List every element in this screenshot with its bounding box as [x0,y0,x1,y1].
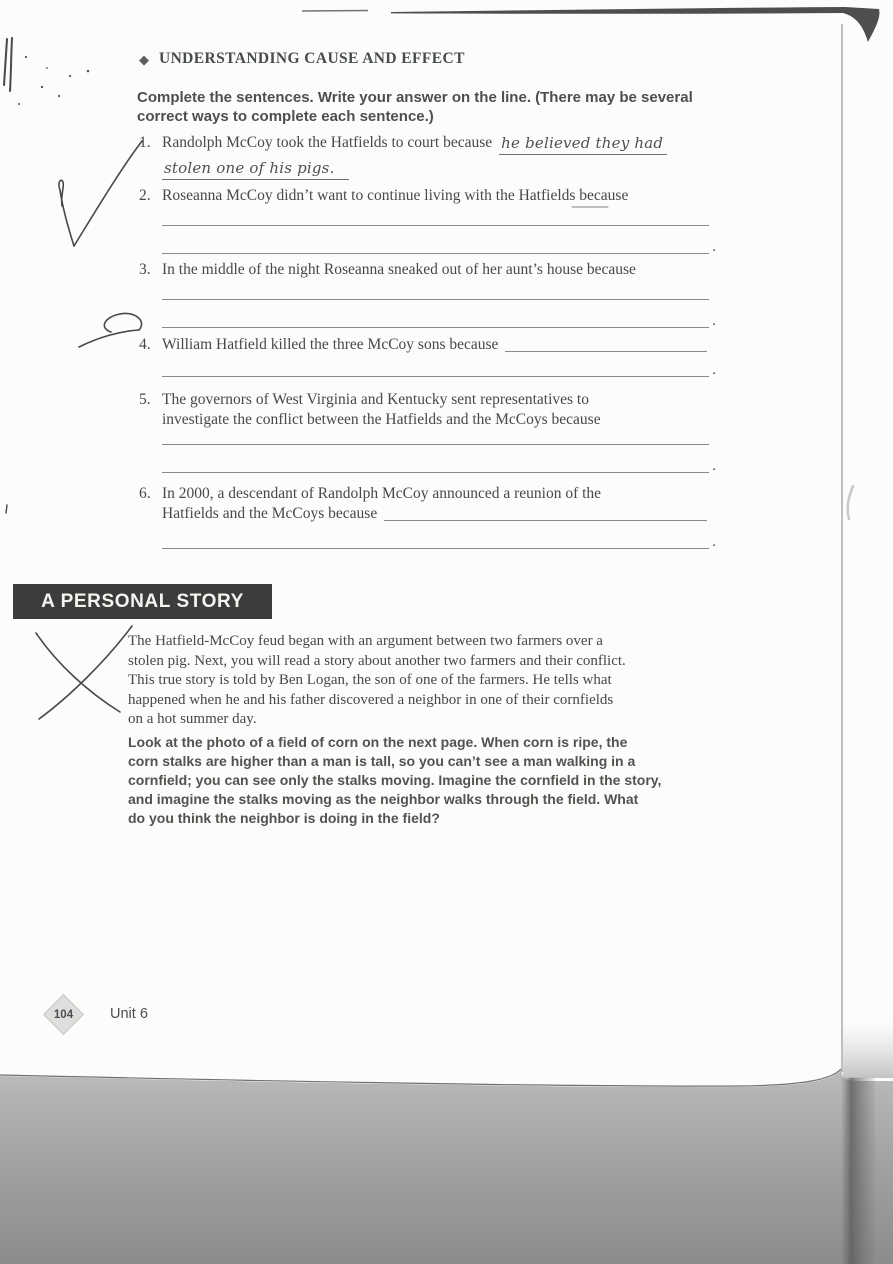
story-line: This true story is told by Ben Logan, the son of one of the farmers. He tells what [128,672,612,688]
exercise-item-5 [139,390,716,474]
scan-speck [58,95,60,97]
diamond-bullet-icon: ◆ [139,51,149,67]
instructions-line: Complete the sentences. Write your answer on the line. (There may be several [137,89,693,106]
item-text: Hatfields and the McCoys because [162,505,378,522]
scan-edge-shadow-band [841,1077,875,1264]
page-number-diamond [43,994,84,1035]
answer-blank-line [162,524,716,550]
prompt-line: corn stalks are higher than a man is tall, so you can’t see a man walking in a [128,753,636,769]
prompt-line: cornfield; you can see only the stalks moving. Imagine the cornfield in the story, [128,772,662,788]
item-text: investigate the conflict between the Hatfields and the McCoys because [162,411,601,428]
inline-blank-line [384,504,707,521]
scan-top-edge-wedge [391,7,879,42]
section-title: UNDERSTANDING CAUSE AND EFFECT [159,50,465,67]
prompt-line: Look at the photo of a field of corn on the next page. When corn is ripe, the [128,734,628,750]
photo-prompt-paragraph [128,733,661,828]
scan-speck [87,70,90,73]
instructions-line: correct ways to complete each sentence.) [137,108,434,125]
answer-blank-line [162,280,709,300]
answer-blank-line [162,445,716,474]
blank-period: . [712,534,716,550]
answer-blank-line [162,430,709,445]
item-text: In 2000, a descendant of Randolph McCoy announced a reunion of the [162,485,602,502]
answer-blank-line [162,206,709,226]
blank-period: . [712,239,716,255]
pen-loop-item4 [104,313,141,332]
scan-specks [18,56,89,105]
story-paragraph [128,632,626,730]
scan-speck [18,103,20,105]
scan-page-curl-shade [843,1022,893,1078]
exercise-item-2 [139,186,716,255]
personal-story-banner: A PERSONAL STORY [13,584,272,619]
answer-blank-line [162,226,716,255]
inline-blank-line [505,335,707,352]
pen-checkmark-item1 [74,141,142,246]
prompt-line: and imagine the stalks moving as the neighbor walks through the field. What [128,791,639,807]
item-number: 2. [139,187,151,204]
blank-period: . [712,362,716,378]
pen-x-mark [36,633,120,712]
answer-blank-line [162,355,716,378]
exercise-item-4 [139,335,716,378]
pen-x-mark [39,626,132,719]
item-text: The governors of West Virginia and Kentucky sent representatives to [162,391,589,408]
pen-checkmark-loop [59,180,63,206]
story-line: stolen pig. Next, you will read a story about another two farmers and their conflict. [128,652,626,669]
exercise-item-3 [139,260,716,329]
scan-speck [46,67,48,69]
handwritten-answer-line1: he believed they had [499,133,667,155]
item-number: 4. [139,336,151,353]
pen-margin-stroke [10,38,12,91]
prompt-line: do you think the neighbor is doing in the field? [128,810,440,826]
blank-period: . [712,313,716,329]
item-text: Roseanna McCoy didn’t want to continue living with the Hatfields because [162,187,629,204]
story-line: happened when he and his father discovered a neighbor in one of their cornfields [128,691,614,708]
exercise-item-1 [139,133,709,180]
item-number: 3. [139,261,151,278]
item-text: Randolph McCoy took the Hatfields to court because [162,134,493,151]
blank-period: . [712,458,716,474]
answer-blank-line [162,300,716,329]
story-line: on a hot summer day. [128,711,257,727]
scan-speck [69,75,71,77]
item-number: 5. [139,391,151,408]
item-text: In the middle of the night Roseanna sneaked out of her aunt’s house because [162,261,636,278]
story-line: The Hatfield-McCoy feud began with an argument between two farmers over a [128,633,603,649]
scan-speck [41,86,43,88]
pen-margin-tick [6,505,7,513]
instructions [137,88,737,126]
scan-bottom-background [0,1070,893,1264]
item-number: 6. [139,485,151,502]
pen-margin-stroke [4,39,7,85]
unit-label: Unit 6 [110,1006,148,1022]
pen-loop-item4 [79,330,139,347]
scan-page-bottom-edge [0,1069,841,1086]
item-text: William Hatfield killed the three McCoy sons because [162,336,499,353]
page-number: 104 [53,1008,74,1021]
scan-top-edge-dash [302,11,368,12]
exercise-item-6 [139,484,716,550]
pen-smudge-right-margin [848,486,853,519]
scan-speck [25,56,27,58]
handwritten-answer-line2: stolen one of his pigs. [162,158,349,180]
item-number: 1. [139,134,151,151]
pen-checkmark-item1 [60,190,74,246]
section-heading [139,50,465,68]
